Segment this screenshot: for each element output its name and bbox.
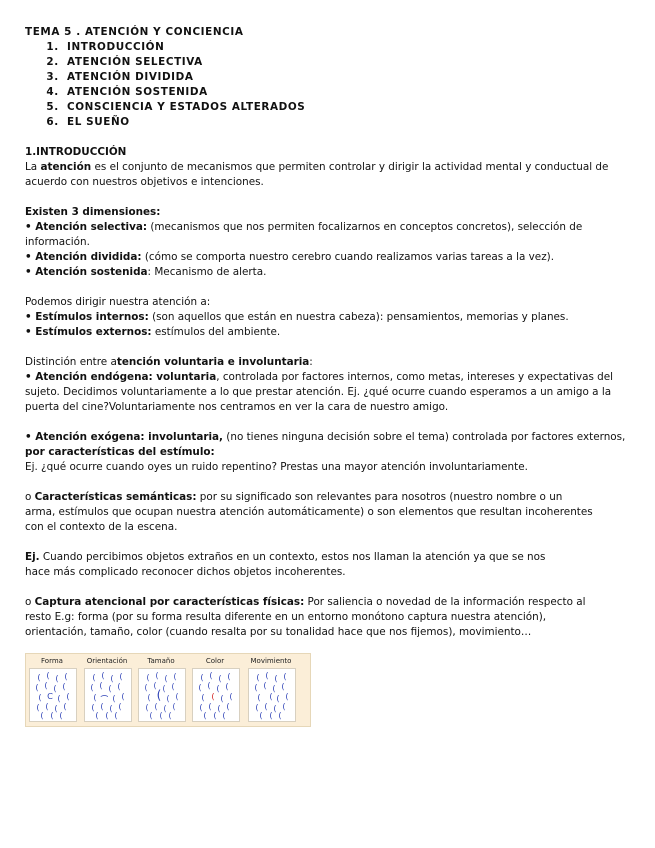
crescent-mark: ( (257, 692, 261, 702)
figure-panel-label: Forma (41, 657, 63, 665)
crescent-mark: ( (62, 681, 66, 691)
crescent-mark: ( (144, 683, 148, 692)
toc-item: 2. ATENCIÓN SELECTIVA (63, 55, 635, 70)
crescent-mark: ( (108, 683, 112, 693)
example-paragraph: Ej. Cuando percibimos objetos extraños en un contexto, estos nos llaman la atención ya que se nos (25, 551, 546, 563)
crescent-mark: ( (211, 691, 215, 701)
crescent-mark: ( (256, 672, 260, 682)
crescent-mark: ( (36, 702, 40, 712)
crescent-mark: ( (200, 672, 204, 682)
direct-lead: Podemos dirigir nuestra atención a: (25, 296, 211, 308)
toc-item: 1. INTRODUCCIÓN (63, 40, 635, 55)
crescent-mark: ( (276, 693, 280, 703)
dimension-item: • Atención dividida: (cómo se comporta nuestro cerebro cuando realizamos varias tareas a la vez). (25, 251, 555, 263)
crescent-mark: ( (218, 673, 222, 683)
crescent-mark: ( (217, 703, 221, 713)
crescent-mark: ( (100, 701, 104, 711)
crescent-mark: ( (153, 681, 157, 690)
crescent-mark: ( (110, 673, 114, 683)
endogenous-paragraph: • Atención endógena: voluntaria, controlada por factores internos, como metas, intereses y expectativas del sujeto. Decidimos voluntariamente a lo que prestar atención. Ej. ¿qué ocurre cuando esperamos a un amigo a la puerta del cine?Voluntariamente nos centramos en ver la cara de nuestro amigo. (25, 371, 614, 413)
figure-panel-label: Movimiento (250, 657, 292, 665)
toc-item: 6. EL SUEÑO (63, 115, 635, 130)
physical-paragraph: o Captura atencional por características físicas: Por saliencia o novedad de la información respecto al (25, 596, 586, 608)
crescent-mark: ( (199, 702, 203, 712)
exogenous-example: Ej. ¿qué ocurre cuando oyes un ruido repentino? Prestas una mayor atención involuntariamente. (25, 461, 528, 473)
crescent-mark: ( (45, 701, 49, 711)
crescent-mark: ( (198, 682, 202, 692)
crescent-mark: ( (209, 670, 213, 680)
crescent-mark: C (47, 691, 53, 701)
crescent-mark: ( (53, 683, 57, 693)
physical-line: orientación, tamaño, color (cuando resalta por su tonalidad hace que nos fijemos), movimiento… (25, 626, 532, 638)
toc-item: 5. CONSCIENCIA Y ESTADOS ALTERADOS (63, 100, 635, 115)
document-title: TEMA 5 . ATENCIÓN Y CONCIENCIA (25, 26, 244, 38)
crescent-mark: ( (63, 701, 67, 711)
crescent-mark: ( (163, 704, 167, 713)
crescent-mark: ( (90, 682, 94, 692)
crescent-mark: ( (269, 710, 273, 720)
crescent-mark: ( (114, 710, 118, 720)
table-of-contents (25, 40, 635, 130)
crescent-mark: ( (100, 694, 110, 698)
crescent-mark: ( (254, 682, 258, 692)
stimulus-item: • Estímulos externos: estímulos del ambiente. (25, 326, 281, 338)
crescent-marks (249, 669, 295, 721)
crescent-mark: ( (264, 701, 268, 711)
crescent-mark: ( (112, 693, 116, 703)
crescent-mark: ( (44, 680, 48, 690)
crescent-mark: ( (149, 711, 153, 720)
dimension-item: • Atención selectiva: (mecanismos que nos permiten focalizarnos en conceptos concretos), selección de información. (25, 221, 583, 248)
exogenous-paragraph: • Atención exógena: involuntaria, (no tienes ninguna decisión sobre el tema) controlada por factores externos, por características del estímulo: (25, 431, 626, 458)
crescent-mark: ( (50, 710, 54, 720)
crescent-mark: ( (147, 693, 151, 702)
crescent-mark: ( (59, 710, 63, 720)
crescent-mark: ( (146, 673, 150, 682)
crescent-mark: ( (281, 681, 285, 691)
stimulus-item: • Estímulos internos: (son aquellos que están en nuestra cabeza): pensamientos, memorias y planes. (25, 311, 569, 323)
crescent-mark: ( (166, 694, 170, 703)
crescent-mark: ( (203, 710, 207, 720)
crescent-mark: ( (38, 692, 42, 702)
crescent-marks (139, 669, 185, 721)
crescent-mark: ( (171, 682, 175, 691)
section-heading-intro: 1.INTRODUCCIÓN (25, 146, 127, 158)
crescent-mark: ( (208, 701, 212, 711)
document-page (25, 25, 635, 640)
crescent-mark: ( (95, 710, 99, 720)
crescent-mark: ( (162, 684, 166, 693)
figure-panel (84, 668, 132, 722)
crescent-mark: ( (105, 710, 109, 720)
crescent-mark: ( (91, 702, 95, 712)
crescent-marks (85, 669, 131, 721)
crescent-mark: ( (175, 692, 179, 701)
intro-paragraph: La atención es el conjunto de mecanismos que permiten controlar y dirigir la actividad mental y conductual de acuerdo con nuestros objetivos e intenciones. (25, 161, 609, 188)
crescent-mark: ( (109, 703, 113, 713)
crescent-mark: ( (55, 673, 59, 683)
figure-panel-label: Orientación (86, 657, 128, 665)
toc-item: 4. ATENCIÓN SOSTENIDA (63, 85, 635, 100)
crescent-mark: ( (121, 691, 125, 701)
crescent-mark: ( (173, 672, 177, 681)
crescent-mark: ( (40, 710, 44, 720)
crescent-mark: ( (274, 673, 278, 683)
crescent-mark: ( (37, 672, 41, 682)
crescent-mark: ( (213, 710, 217, 720)
crescent-mark: ( (225, 681, 229, 691)
crescent-mark: ( (273, 703, 277, 713)
crescent-mark: ( (154, 702, 158, 711)
toc-item: 3. ATENCIÓN DIVIDIDA (63, 70, 635, 85)
crescent-mark: ( (57, 693, 61, 703)
semantic-line: con el contexto de la escena. (25, 521, 178, 533)
crescent-mark: ( (229, 691, 233, 701)
crescent-mark: ( (119, 671, 123, 681)
crescent-mark: ( (226, 701, 230, 711)
crescent-mark: ( (156, 688, 162, 702)
figure-panel (248, 668, 296, 722)
crescent-mark: ( (201, 692, 205, 702)
distinction-lead: Distinción entre atención voluntaria e involuntaria: (25, 356, 313, 368)
crescent-mark: ( (272, 683, 276, 693)
figure-panel (29, 668, 77, 722)
crescent-mark: ( (283, 671, 287, 681)
crescent-mark: ( (227, 671, 231, 681)
crescent-mark: ( (168, 711, 172, 720)
crescent-mark: ( (64, 671, 68, 681)
crescent-mark: ( (259, 710, 263, 720)
crescent-mark: ( (172, 702, 176, 711)
dimensions-heading: Existen 3 dimensiones: (25, 206, 161, 218)
crescent-mark: ( (269, 691, 273, 701)
figure-panel (138, 668, 186, 722)
crescent-mark: ( (216, 683, 220, 693)
crescent-marks (30, 669, 76, 721)
crescent-mark: ( (263, 680, 267, 690)
example-line: hace más complicado reconocer dichos objetos incoherentes. (25, 566, 346, 578)
dimension-item: • Atención sostenida: Mecanismo de alerta. (25, 266, 267, 278)
figure-panel-label: Tamaño (147, 657, 175, 665)
crescent-mark: ( (99, 680, 103, 690)
crescent-mark: ( (92, 672, 96, 682)
crescent-mark: ( (255, 702, 259, 712)
crescent-mark: ( (101, 670, 105, 680)
crescent-mark: ( (145, 703, 149, 712)
crescent-mark: ( (285, 691, 289, 701)
figure-panel-label: Color (205, 657, 225, 665)
crescent-mark: ( (54, 703, 58, 713)
crescent-mark: ( (35, 682, 39, 692)
semantic-paragraph: o Características semánticas: por su significado son relevantes para nosotros (nuestro nombre o un (25, 491, 563, 503)
crescent-mark: ( (164, 674, 168, 683)
crescent-mark: ( (222, 710, 226, 720)
crescent-mark: ( (66, 691, 70, 701)
crescent-mark: ( (265, 670, 269, 680)
crescent-mark: ( (93, 692, 97, 702)
crescent-mark: ( (282, 701, 286, 711)
figure-panel (192, 668, 240, 722)
crescent-mark: ( (155, 671, 159, 680)
crescent-mark: ( (278, 710, 282, 720)
visual-search-figure (25, 653, 311, 727)
crescent-mark: ( (220, 693, 224, 703)
crescent-mark: ( (159, 711, 163, 720)
crescent-mark: ( (118, 701, 122, 711)
crescent-mark: ( (117, 681, 121, 691)
semantic-line: arma, estímulos que ocupan nuestra atención automáticamente) o son elementos que resultan incoherentes (25, 506, 593, 518)
crescent-marks (193, 669, 239, 721)
physical-line: resto E.g: forma (por su forma resulta diferente en un entorno monótono captura nuestra atención), (25, 611, 547, 623)
crescent-mark: ( (46, 670, 50, 680)
crescent-mark: ( (207, 680, 211, 690)
